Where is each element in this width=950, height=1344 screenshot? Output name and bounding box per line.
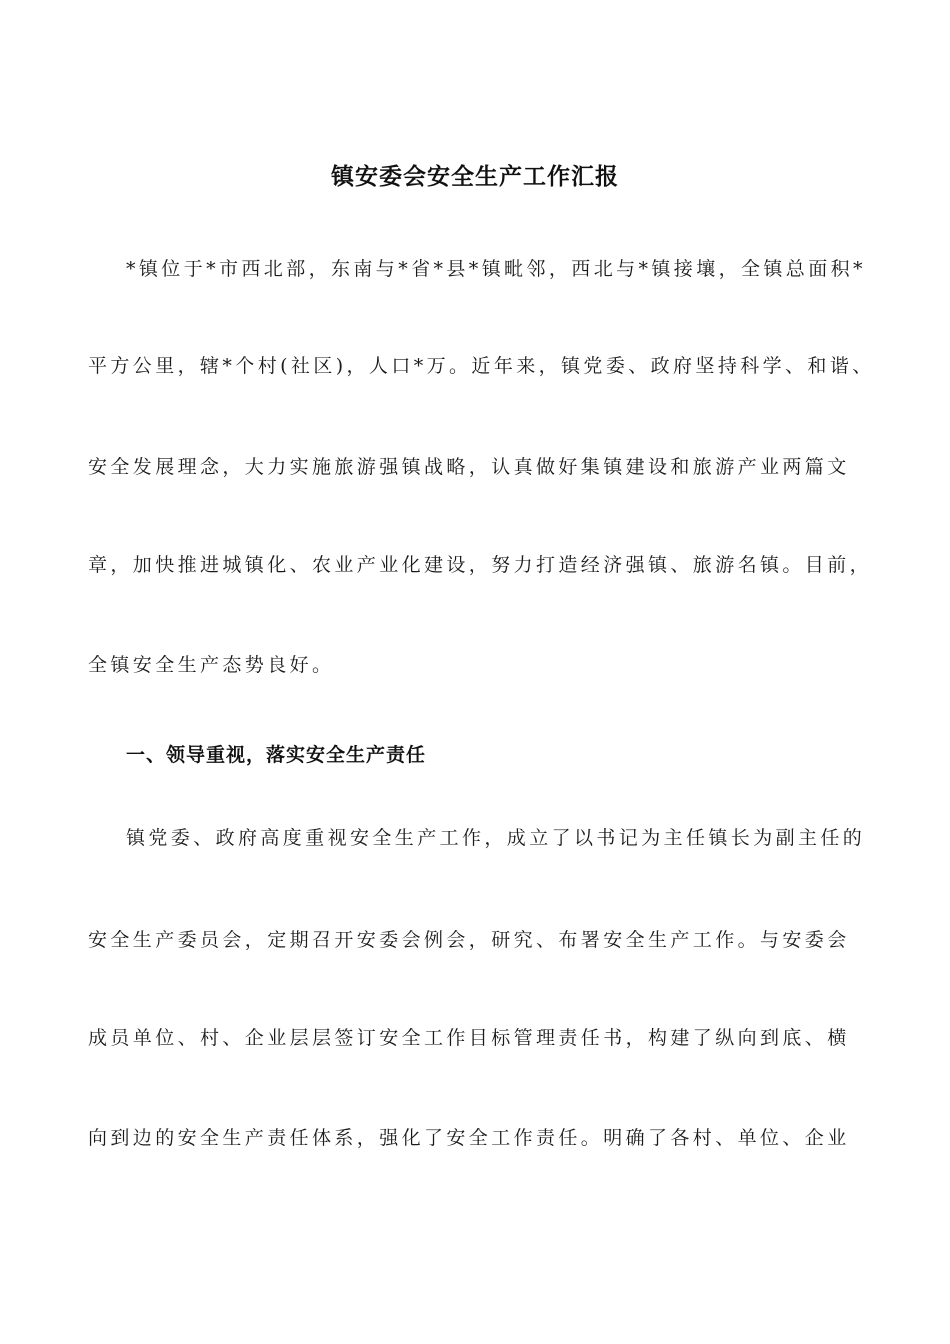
paragraph-line: 安全发展理念，大力实施旅游强镇战略，认真做好集镇建设和旅游产业两篇文 [88,456,850,478]
paragraph-line: 镇党委、政府高度重视安全生产工作，成立了以书记为主任镇长为副主任的 [126,827,866,849]
paragraph-line: 章，加快推进城镇化、农业产业化建设，努力打造经济强镇、旅游名镇。目前， [88,554,873,576]
paragraph-line: 安全生产委员会，定期召开安委会例会，研究、布署安全生产工作。与安委会 [88,929,850,951]
paragraph-line: *镇位于*市西北部，东南与*省*县*镇毗邻，西北与*镇接壤，全镇总面积* [126,258,866,280]
paragraph-line: 向到边的安全生产责任体系，强化了安全工作责任。明确了各村、单位、企业 [88,1127,850,1149]
paragraph-line: 平方公里，辖*个村(社区)，人口*万。近年来，镇党委、政府坚持科学、和谐、 [88,355,875,377]
section-heading: 一、领导重视，落实安全生产责任 [126,744,427,766]
paragraph-line: 全镇安全生产态势良好。 [88,654,335,676]
paragraph-line: 成员单位、村、企业层层签订安全工作目标管理责任书，构建了纵向到底、横 [88,1027,850,1049]
document-title: 镇安委会安全生产工作汇报 [331,164,619,190]
